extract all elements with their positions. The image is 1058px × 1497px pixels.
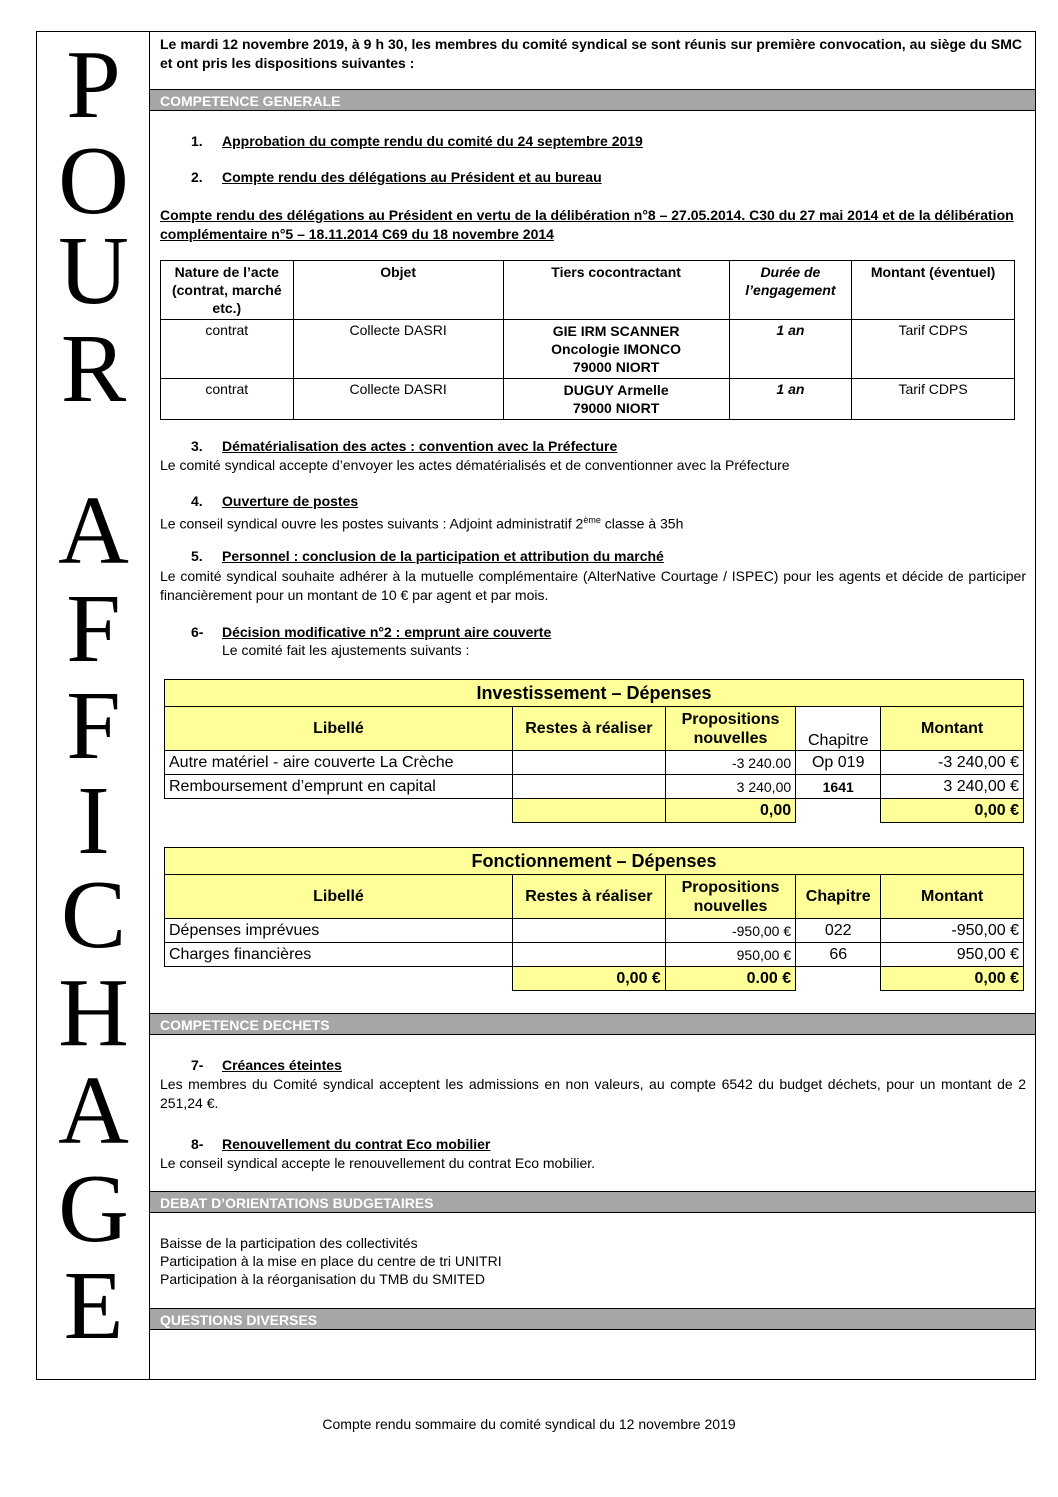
item-number: 6- (191, 624, 204, 640)
list-item: Baisse de la participation des collectivités (160, 1235, 418, 1251)
table-header: Propositions nouvelles (665, 707, 795, 751)
table-header: Libellé (165, 875, 513, 919)
side-letter: F (66, 575, 121, 683)
table-cell: Op 019 (796, 751, 881, 775)
table-title: Investissement – Dépenses (165, 680, 1024, 707)
total-cell (512, 799, 665, 823)
page-footer: Compte rendu sommaire du comité syndical du 12 novembre 2019 (322, 1416, 736, 1432)
table-cell: Collecte DASRI (293, 320, 503, 379)
item-title: Dématérialisation des actes : convention avec la Préfecture (222, 438, 618, 454)
list-item: Participation à la mise en place du centre de tri UNITRI (160, 1253, 502, 1269)
empty-cell (165, 967, 513, 991)
table-cell: -950,00 € (881, 919, 1024, 943)
section-competence-generale: COMPETENCE GENERALE (150, 89, 1035, 111)
table-header: Tiers cocontractant (503, 261, 729, 320)
side-letter: H (58, 959, 129, 1067)
item-number: 8- (191, 1136, 204, 1152)
item-text-part: Le conseil syndical ouvre les postes suivants : Adjoint administratif 2 (160, 515, 584, 532)
table-row (165, 919, 1024, 943)
table-cell: 66 (796, 943, 881, 967)
pour-affichage-column (37, 32, 150, 1379)
item-number: 2. (191, 169, 203, 185)
tiers-line: Oncologie IMONCO (551, 341, 682, 357)
item-number: 5. (191, 548, 203, 564)
table-cell: Charges financières (165, 943, 513, 967)
item-number: 1. (191, 133, 203, 149)
table-cell (512, 943, 665, 967)
side-letter: A (58, 477, 129, 585)
table-cell: contrat (161, 320, 294, 379)
document-frame (36, 31, 1036, 1380)
section-questions-diverses: QUESTIONS DIVERSES (150, 1308, 1035, 1330)
tiers-line: 79000 NIORT (572, 359, 660, 375)
item-title: Ouverture de postes (222, 493, 359, 509)
table-header: Chapitre (796, 707, 881, 751)
item-title: Personnel : conclusion de la participation et attribution du marché (222, 548, 664, 564)
table-cell (503, 379, 729, 420)
tiers-line: GIE IRM SCANNER (552, 323, 680, 339)
tiers-line: DUGUY Armelle (563, 382, 669, 398)
table-cell (503, 320, 729, 379)
total-cell: 0,00 € (881, 967, 1024, 991)
side-letter: F (66, 672, 121, 780)
table-cell: 950,00 € (665, 943, 795, 967)
table-header: Montant (éventuel) (852, 261, 1015, 320)
side-letter: U (58, 217, 129, 325)
item-text: Le conseil syndical accepte le renouvellement du contrat Eco mobilier. (160, 1155, 596, 1171)
item-number: 4. (191, 493, 203, 509)
item-title: Décision modificative n°2 : emprunt aire couverte (222, 624, 552, 640)
item-text-part: classe à 35h (600, 515, 684, 532)
side-letter: G (58, 1155, 129, 1263)
total-cell: 0,00 € (881, 799, 1024, 823)
item-text (160, 511, 1026, 534)
side-letter: O (58, 127, 129, 235)
investissement-table (164, 679, 1024, 823)
table-cell: contrat (161, 379, 294, 420)
side-letter: I (77, 767, 110, 875)
table-header: Durée de l’engagement (729, 261, 852, 320)
table-header: Restes à réaliser (512, 707, 665, 751)
table-cell: Tarif CDPS (852, 320, 1015, 379)
table-cell: 3 240,00 (665, 775, 795, 799)
total-row (165, 799, 1024, 823)
table-cell: Collecte DASRI (293, 379, 503, 420)
item-text: Le comité syndical souhaite adhérer à la mutuelle complémentaire (AlterNative Courtage / ISPEC) pour les agents et décide de participer financièrement pour un montant de 10 € par agent et par mois. (160, 568, 1026, 603)
table-row (161, 320, 1015, 379)
item-text: Le comité syndical accepte d’envoyer les actes dématérialisés et de conventionner avec la Préfecture (160, 457, 790, 473)
table-cell: 022 (796, 919, 881, 943)
table-cell: Tarif CDPS (852, 379, 1015, 420)
total-cell: 0.00 € (665, 967, 795, 991)
table-header: Objet (293, 261, 503, 320)
item-number: 3. (191, 438, 203, 454)
table-cell: 1 an (729, 320, 852, 379)
table-cell (512, 919, 665, 943)
table-header: Montant (881, 707, 1024, 751)
section-debat-orientations: DEBAT D’ORIENTATIONS BUDGETAIRES (150, 1191, 1035, 1213)
table-cell: -950,00 € (665, 919, 795, 943)
table-title: Fonctionnement – Dépenses (165, 848, 1024, 875)
table-row (165, 751, 1024, 775)
table-row (165, 943, 1024, 967)
table-header: Libellé (165, 707, 513, 751)
item-title: Compte rendu des délégations au Président et au bureau (222, 169, 602, 185)
table-cell: 1641 (796, 775, 881, 799)
superscript: ème (583, 515, 601, 525)
empty-cell (796, 967, 881, 991)
delegations-table (160, 260, 1015, 420)
item-title: Renouvellement du contrat Eco mobilier (222, 1136, 491, 1152)
table-cell: Remboursement d’emprunt en capital (165, 775, 513, 799)
delegations-heading: Compte rendu des délégations au Président en vertu de la délibération n°8 – 27.05.2014. C30 du 27 mai 2014 et de la délibération complémentaire n°5 – 18.11.2014 C69 du 18 novembre 2014 (160, 207, 1014, 242)
intro-text: Le mardi 12 novembre 2019, à 9 h 30, les membres du comité syndical se sont réunis sur première convocation, au siège du SMC et ont pris les dispositions suivantes : (160, 36, 1022, 71)
table-header: Restes à réaliser (512, 875, 665, 919)
item-text: Le comité fait les ajustements suivants : (222, 642, 470, 658)
item-text: Les membres du Comité syndical acceptent les admissions en non valeurs, au compte 6542 du budget déchets, pour un montant de 2 251,24 €. (160, 1076, 1026, 1111)
tiers-line: 79000 NIORT (572, 400, 660, 416)
side-letter: E (63, 1252, 124, 1360)
table-header: Propositions nouvelles (665, 875, 795, 919)
side-letter: R (60, 315, 127, 423)
total-cell: 0,00 (665, 799, 795, 823)
table-row (165, 775, 1024, 799)
side-letter: C (60, 861, 127, 969)
side-letter: A (58, 1057, 129, 1165)
table-row (161, 379, 1015, 420)
side-letter: P (66, 31, 121, 139)
fonctionnement-table (164, 847, 1024, 991)
table-cell: -3 240.00 (665, 751, 795, 775)
list-item: Participation à la réorganisation du TMB du SMITED (160, 1271, 486, 1287)
table-header: Chapitre (796, 875, 881, 919)
table-cell: Dépenses imprévues (165, 919, 513, 943)
empty-cell (165, 799, 513, 823)
table-cell: Autre matériel - aire couverte La Crèche (165, 751, 513, 775)
table-cell (512, 751, 665, 775)
table-cell (512, 775, 665, 799)
table-cell: 950,00 € (881, 943, 1024, 967)
section-competence-dechets: COMPETENCE DECHETS (150, 1013, 1035, 1035)
debat-list (160, 1234, 1026, 1288)
table-header: Montant (881, 875, 1024, 919)
total-cell: 0,00 € (512, 967, 665, 991)
item-title: Créances éteintes (222, 1057, 342, 1073)
table-cell: -3 240,00 € (881, 751, 1024, 775)
empty-cell (796, 799, 881, 823)
content-column (150, 32, 1035, 1379)
table-header: Nature de l’acte (contrat, marché etc.) (161, 261, 294, 320)
total-row (165, 967, 1024, 991)
item-number: 7- (191, 1057, 204, 1073)
table-cell: 1 an (729, 379, 852, 420)
table-cell: 3 240,00 € (881, 775, 1024, 799)
item-title: Approbation du compte rendu du comité du 24 septembre 2019 (222, 133, 643, 149)
